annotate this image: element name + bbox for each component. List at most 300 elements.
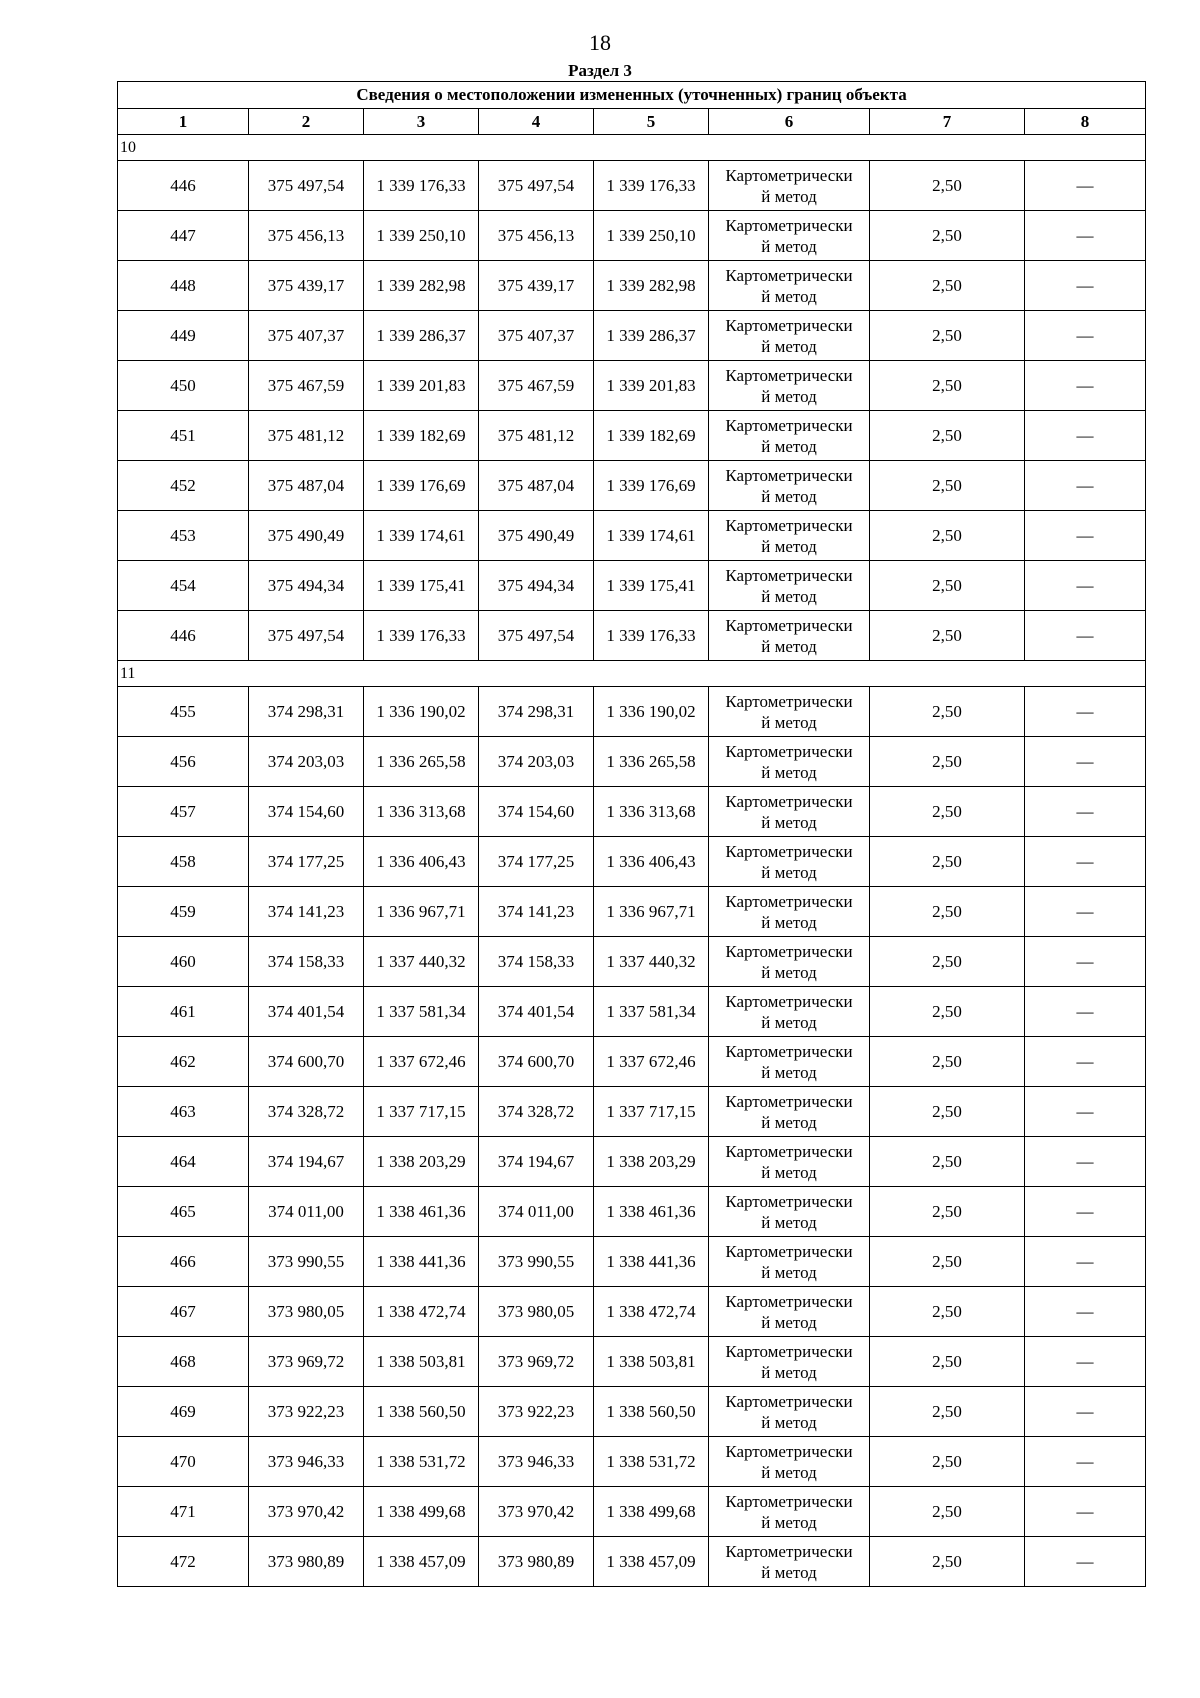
method-text-line: й метод (761, 436, 817, 456)
method-cell (709, 1237, 870, 1287)
description-cell: — (1025, 737, 1146, 787)
table-row (118, 1237, 1146, 1287)
refined-x-cell: 374 328,72 (479, 1087, 594, 1137)
method-cell (709, 1487, 870, 1537)
existing-x-cell: 375 407,37 (249, 311, 364, 361)
column-number: 7 (870, 109, 1025, 135)
method-text-line: й метод (761, 1062, 817, 1082)
refined-y-cell: 1 339 174,61 (594, 511, 709, 561)
method-text-line: Картометрически (725, 465, 853, 485)
method-text-line: й метод (761, 762, 817, 782)
description-cell: — (1025, 687, 1146, 737)
refined-y-cell: 1 338 560,50 (594, 1387, 709, 1437)
accuracy-cell: 2,50 (870, 261, 1025, 311)
point-number-cell: 468 (118, 1337, 249, 1387)
refined-y-cell: 1 339 250,10 (594, 211, 709, 261)
method-text-line: й метод (761, 536, 817, 556)
description-cell: — (1025, 311, 1146, 361)
method-text-line: й метод (761, 286, 817, 306)
method-text-line: й метод (761, 636, 817, 656)
point-number-cell: 472 (118, 1537, 249, 1587)
method-text-line: Картометрически (725, 1041, 853, 1061)
existing-x-cell: 374 600,70 (249, 1037, 364, 1087)
contour-group-row (118, 135, 1146, 161)
method-text-line: Картометрически (725, 791, 853, 811)
point-number-cell: 461 (118, 987, 249, 1037)
existing-y-cell: 1 336 265,58 (364, 737, 479, 787)
method-cell (709, 837, 870, 887)
refined-y-cell: 1 338 531,72 (594, 1437, 709, 1487)
existing-y-cell: 1 339 176,33 (364, 161, 479, 211)
table-row (118, 1337, 1146, 1387)
existing-y-cell: 1 336 406,43 (364, 837, 479, 887)
refined-x-cell: 374 194,67 (479, 1137, 594, 1187)
accuracy-cell: 2,50 (870, 311, 1025, 361)
existing-y-cell: 1 338 457,09 (364, 1537, 479, 1587)
point-number-cell: 456 (118, 737, 249, 787)
existing-y-cell: 1 338 560,50 (364, 1387, 479, 1437)
accuracy-cell: 2,50 (870, 937, 1025, 987)
point-number-cell: 455 (118, 687, 249, 737)
description-cell: — (1025, 1187, 1146, 1237)
method-text-line: Картометрически (725, 691, 853, 711)
point-number-cell: 471 (118, 1487, 249, 1537)
refined-x-cell: 373 922,23 (479, 1387, 594, 1437)
existing-y-cell: 1 339 175,41 (364, 561, 479, 611)
description-cell: — (1025, 411, 1146, 461)
point-number-cell: 467 (118, 1287, 249, 1337)
method-text-line: Картометрически (725, 215, 853, 235)
method-cell (709, 411, 870, 461)
method-cell (709, 887, 870, 937)
point-number-cell: 464 (118, 1137, 249, 1187)
method-cell (709, 1087, 870, 1137)
accuracy-cell: 2,50 (870, 837, 1025, 887)
description-cell: — (1025, 361, 1146, 411)
point-number-cell: 463 (118, 1087, 249, 1137)
existing-y-cell: 1 337 440,32 (364, 937, 479, 987)
table-row (118, 937, 1146, 987)
table-row (118, 1187, 1146, 1237)
method-cell (709, 937, 870, 987)
existing-y-cell: 1 338 472,74 (364, 1287, 479, 1337)
refined-y-cell: 1 336 190,02 (594, 687, 709, 737)
method-text-line: й метод (761, 1162, 817, 1182)
refined-x-cell: 373 980,89 (479, 1537, 594, 1587)
method-text-line: Картометрически (725, 1391, 853, 1411)
method-text-line: й метод (761, 1262, 817, 1282)
accuracy-cell: 2,50 (870, 1037, 1025, 1087)
method-text-line: Картометрически (725, 941, 853, 961)
method-text-line: Картометрически (725, 991, 853, 1011)
table-row (118, 687, 1146, 737)
table-row (118, 837, 1146, 887)
table-row (118, 1137, 1146, 1187)
method-text-line: Картометрически (725, 1091, 853, 1111)
existing-y-cell: 1 337 717,15 (364, 1087, 479, 1137)
point-number-cell: 458 (118, 837, 249, 887)
table-body (118, 135, 1146, 1587)
method-text-line: й метод (761, 486, 817, 506)
table-row (118, 1287, 1146, 1337)
point-number-cell: 447 (118, 211, 249, 261)
description-cell: — (1025, 511, 1146, 561)
refined-x-cell: 375 497,54 (479, 161, 594, 211)
description-cell: — (1025, 261, 1146, 311)
existing-y-cell: 1 339 282,98 (364, 261, 479, 311)
method-cell (709, 1537, 870, 1587)
refined-x-cell: 375 439,17 (479, 261, 594, 311)
existing-y-cell: 1 338 531,72 (364, 1437, 479, 1487)
table-row (118, 311, 1146, 361)
method-cell (709, 511, 870, 561)
point-number-cell: 451 (118, 411, 249, 461)
description-cell: — (1025, 787, 1146, 837)
point-number-cell: 466 (118, 1237, 249, 1287)
point-number-cell: 446 (118, 161, 249, 211)
table-row (118, 987, 1146, 1037)
accuracy-cell: 2,50 (870, 987, 1025, 1037)
point-number-cell: 452 (118, 461, 249, 511)
method-text-line: Картометрически (725, 165, 853, 185)
existing-x-cell: 375 481,12 (249, 411, 364, 461)
refined-y-cell: 1 339 201,83 (594, 361, 709, 411)
point-number-cell: 448 (118, 261, 249, 311)
point-number-cell: 469 (118, 1387, 249, 1437)
point-number-cell: 450 (118, 361, 249, 411)
method-cell (709, 261, 870, 311)
existing-y-cell: 1 338 461,36 (364, 1187, 479, 1237)
method-cell (709, 461, 870, 511)
table-row (118, 1437, 1146, 1487)
refined-x-cell: 374 011,00 (479, 1187, 594, 1237)
existing-y-cell: 1 338 203,29 (364, 1137, 479, 1187)
accuracy-cell: 2,50 (870, 1237, 1025, 1287)
method-cell (709, 1037, 870, 1087)
point-number-cell: 457 (118, 787, 249, 837)
accuracy-cell: 2,50 (870, 211, 1025, 261)
existing-x-cell: 375 497,54 (249, 611, 364, 661)
method-cell (709, 737, 870, 787)
method-text-line: й метод (761, 1312, 817, 1332)
existing-y-cell: 1 337 672,46 (364, 1037, 479, 1087)
existing-x-cell: 375 497,54 (249, 161, 364, 211)
description-cell: — (1025, 887, 1146, 937)
refined-x-cell: 374 158,33 (479, 937, 594, 987)
method-cell (709, 1187, 870, 1237)
column-number: 3 (364, 109, 479, 135)
refined-x-cell: 373 946,33 (479, 1437, 594, 1487)
accuracy-cell: 2,50 (870, 411, 1025, 461)
refined-y-cell: 1 338 457,09 (594, 1537, 709, 1587)
point-number-cell: 454 (118, 561, 249, 611)
method-text-line: й метод (761, 336, 817, 356)
method-cell (709, 561, 870, 611)
existing-y-cell: 1 339 182,69 (364, 411, 479, 461)
accuracy-cell: 2,50 (870, 887, 1025, 937)
method-cell (709, 211, 870, 261)
accuracy-cell: 2,50 (870, 1437, 1025, 1487)
existing-y-cell: 1 339 174,61 (364, 511, 479, 561)
table-row (118, 161, 1146, 211)
accuracy-cell: 2,50 (870, 1387, 1025, 1437)
refined-x-cell: 374 298,31 (479, 687, 594, 737)
refined-y-cell: 1 336 313,68 (594, 787, 709, 837)
method-text-line: Картометрически (725, 315, 853, 335)
method-text-line: Картометрически (725, 1241, 853, 1261)
refined-y-cell: 1 338 441,36 (594, 1237, 709, 1287)
method-text-line: й метод (761, 586, 817, 606)
method-text-line: й метод (761, 186, 817, 206)
method-text-line: й метод (761, 862, 817, 882)
description-cell: — (1025, 1087, 1146, 1137)
column-number: 1 (118, 109, 249, 135)
column-number: 4 (479, 109, 594, 135)
method-cell (709, 1437, 870, 1487)
refined-y-cell: 1 336 406,43 (594, 837, 709, 887)
existing-y-cell: 1 339 250,10 (364, 211, 479, 261)
refined-x-cell: 374 203,03 (479, 737, 594, 787)
table-row (118, 511, 1146, 561)
description-cell: — (1025, 937, 1146, 987)
method-text-line: й метод (761, 386, 817, 406)
method-text-line: й метод (761, 1112, 817, 1132)
refined-x-cell: 374 401,54 (479, 987, 594, 1037)
existing-y-cell: 1 336 967,71 (364, 887, 479, 937)
method-cell (709, 1387, 870, 1437)
table-row (118, 561, 1146, 611)
method-text-line: й метод (761, 812, 817, 832)
refined-x-cell: 373 970,42 (479, 1487, 594, 1537)
method-text-line: й метод (761, 1412, 817, 1432)
description-cell: — (1025, 1037, 1146, 1087)
existing-x-cell: 375 456,13 (249, 211, 364, 261)
table-row (118, 1087, 1146, 1137)
refined-y-cell: 1 338 203,29 (594, 1137, 709, 1187)
existing-x-cell: 375 494,34 (249, 561, 364, 611)
existing-y-cell: 1 338 499,68 (364, 1487, 479, 1537)
description-cell: — (1025, 1237, 1146, 1287)
refined-x-cell: 375 490,49 (479, 511, 594, 561)
refined-y-cell: 1 339 182,69 (594, 411, 709, 461)
refined-y-cell: 1 339 286,37 (594, 311, 709, 361)
method-text-line: Картометрически (725, 365, 853, 385)
existing-x-cell: 374 141,23 (249, 887, 364, 937)
description-cell: — (1025, 161, 1146, 211)
description-cell: — (1025, 561, 1146, 611)
existing-y-cell: 1 337 581,34 (364, 987, 479, 1037)
table-row (118, 461, 1146, 511)
table-row (118, 611, 1146, 661)
description-cell: — (1025, 211, 1146, 261)
boundary-coordinates-table (117, 81, 1146, 1587)
method-cell (709, 161, 870, 211)
point-number-cell: 470 (118, 1437, 249, 1487)
accuracy-cell: 2,50 (870, 1287, 1025, 1337)
refined-x-cell: 375 407,37 (479, 311, 594, 361)
column-number-row (118, 109, 1146, 135)
refined-x-cell: 375 456,13 (479, 211, 594, 261)
table-row (118, 261, 1146, 311)
table-row (118, 1037, 1146, 1087)
method-text-line: Картометрически (725, 1291, 853, 1311)
existing-y-cell: 1 339 286,37 (364, 311, 479, 361)
method-text-line: Картометрически (725, 1441, 853, 1461)
method-text-line: Картометрически (725, 1541, 853, 1561)
method-text-line: й метод (761, 712, 817, 732)
method-text-line: й метод (761, 1212, 817, 1232)
refined-y-cell: 1 336 265,58 (594, 737, 709, 787)
table-caption: Сведения о местоположении измененных (уточненных) границ объекта (118, 82, 1146, 109)
existing-x-cell: 374 011,00 (249, 1187, 364, 1237)
refined-y-cell: 1 339 282,98 (594, 261, 709, 311)
refined-x-cell: 374 141,23 (479, 887, 594, 937)
table-row (118, 887, 1146, 937)
refined-x-cell: 375 487,04 (479, 461, 594, 511)
method-cell (709, 1337, 870, 1387)
contour-group-row (118, 661, 1146, 687)
existing-y-cell: 1 339 201,83 (364, 361, 479, 411)
existing-x-cell: 374 401,54 (249, 987, 364, 1037)
method-text-line: Картометрически (725, 1191, 853, 1211)
existing-x-cell: 374 177,25 (249, 837, 364, 887)
refined-x-cell: 375 497,54 (479, 611, 594, 661)
existing-x-cell: 373 946,33 (249, 1437, 364, 1487)
existing-y-cell: 1 339 176,69 (364, 461, 479, 511)
method-cell (709, 687, 870, 737)
page-number: 18 (589, 30, 611, 55)
existing-y-cell: 1 338 441,36 (364, 1237, 479, 1287)
existing-x-cell: 374 298,31 (249, 687, 364, 737)
existing-x-cell: 374 194,67 (249, 1137, 364, 1187)
accuracy-cell: 2,50 (870, 161, 1025, 211)
column-number: 5 (594, 109, 709, 135)
description-cell: — (1025, 1487, 1146, 1537)
existing-x-cell: 373 990,55 (249, 1237, 364, 1287)
method-text-line: й метод (761, 1362, 817, 1382)
accuracy-cell: 2,50 (870, 1187, 1025, 1237)
accuracy-cell: 2,50 (870, 611, 1025, 661)
method-text-line: Картометрически (725, 741, 853, 761)
method-cell (709, 987, 870, 1037)
description-cell: — (1025, 837, 1146, 887)
method-text-line: й метод (761, 1012, 817, 1032)
table-row (118, 1387, 1146, 1437)
accuracy-cell: 2,50 (870, 1137, 1025, 1187)
method-text-line: Картометрически (725, 841, 853, 861)
accuracy-cell: 2,50 (870, 1087, 1025, 1137)
existing-y-cell: 1 339 176,33 (364, 611, 479, 661)
refined-x-cell: 375 494,34 (479, 561, 594, 611)
method-text-line: й метод (761, 1462, 817, 1482)
table-caption-row (118, 82, 1146, 109)
refined-x-cell: 374 600,70 (479, 1037, 594, 1087)
existing-x-cell: 374 154,60 (249, 787, 364, 837)
point-number-cell: 449 (118, 311, 249, 361)
method-text-line: й метод (761, 1512, 817, 1532)
existing-y-cell: 1 336 190,02 (364, 687, 479, 737)
method-text-line: Картометрически (725, 1141, 853, 1161)
refined-y-cell: 1 338 503,81 (594, 1337, 709, 1387)
accuracy-cell: 2,50 (870, 737, 1025, 787)
refined-x-cell: 375 467,59 (479, 361, 594, 411)
refined-y-cell: 1 338 472,74 (594, 1287, 709, 1337)
accuracy-cell: 2,50 (870, 511, 1025, 561)
point-number-cell: 459 (118, 887, 249, 937)
description-cell: — (1025, 1137, 1146, 1187)
method-text-line: й метод (761, 1562, 817, 1582)
refined-x-cell: 373 990,55 (479, 1237, 594, 1287)
accuracy-cell: 2,50 (870, 1487, 1025, 1537)
refined-y-cell: 1 338 499,68 (594, 1487, 709, 1537)
method-cell (709, 311, 870, 361)
method-text-line: Картометрически (725, 1341, 853, 1361)
section-title: Раздел 3 (568, 61, 632, 80)
point-number-cell: 465 (118, 1187, 249, 1237)
method-text-line: й метод (761, 962, 817, 982)
refined-x-cell: 374 154,60 (479, 787, 594, 837)
refined-y-cell: 1 338 461,36 (594, 1187, 709, 1237)
accuracy-cell: 2,50 (870, 1337, 1025, 1387)
method-cell (709, 787, 870, 837)
method-cell (709, 611, 870, 661)
refined-x-cell: 373 980,05 (479, 1287, 594, 1337)
refined-y-cell: 1 337 581,34 (594, 987, 709, 1037)
existing-x-cell: 374 203,03 (249, 737, 364, 787)
refined-y-cell: 1 336 967,71 (594, 887, 709, 937)
table-row (118, 787, 1146, 837)
description-cell: — (1025, 1387, 1146, 1437)
contour-number: 11 (118, 661, 1146, 687)
table-row (118, 1537, 1146, 1587)
column-number: 2 (249, 109, 364, 135)
existing-y-cell: 1 336 313,68 (364, 787, 479, 837)
refined-x-cell: 374 177,25 (479, 837, 594, 887)
method-text-line: Картометрически (725, 615, 853, 635)
point-number-cell: 453 (118, 511, 249, 561)
point-number-cell: 446 (118, 611, 249, 661)
method-text-line: Картометрически (725, 565, 853, 585)
accuracy-cell: 2,50 (870, 561, 1025, 611)
refined-y-cell: 1 337 717,15 (594, 1087, 709, 1137)
method-text-line: Картометрически (725, 415, 853, 435)
existing-x-cell: 375 467,59 (249, 361, 364, 411)
existing-x-cell: 375 439,17 (249, 261, 364, 311)
point-number-cell: 462 (118, 1037, 249, 1087)
refined-x-cell: 373 969,72 (479, 1337, 594, 1387)
method-cell (709, 1287, 870, 1337)
accuracy-cell: 2,50 (870, 461, 1025, 511)
description-cell: — (1025, 1287, 1146, 1337)
accuracy-cell: 2,50 (870, 1537, 1025, 1587)
refined-y-cell: 1 339 175,41 (594, 561, 709, 611)
column-number: 8 (1025, 109, 1146, 135)
existing-x-cell: 373 922,23 (249, 1387, 364, 1437)
column-number: 6 (709, 109, 870, 135)
description-cell: — (1025, 1437, 1146, 1487)
refined-x-cell: 375 481,12 (479, 411, 594, 461)
method-text-line: й метод (761, 912, 817, 932)
description-cell: — (1025, 611, 1146, 661)
method-text-line: й метод (761, 236, 817, 256)
refined-y-cell: 1 339 176,33 (594, 611, 709, 661)
existing-x-cell: 375 487,04 (249, 461, 364, 511)
method-text-line: Картометрически (725, 1491, 853, 1511)
existing-x-cell: 374 328,72 (249, 1087, 364, 1137)
description-cell: — (1025, 1337, 1146, 1387)
existing-x-cell: 373 969,72 (249, 1337, 364, 1387)
existing-y-cell: 1 338 503,81 (364, 1337, 479, 1387)
